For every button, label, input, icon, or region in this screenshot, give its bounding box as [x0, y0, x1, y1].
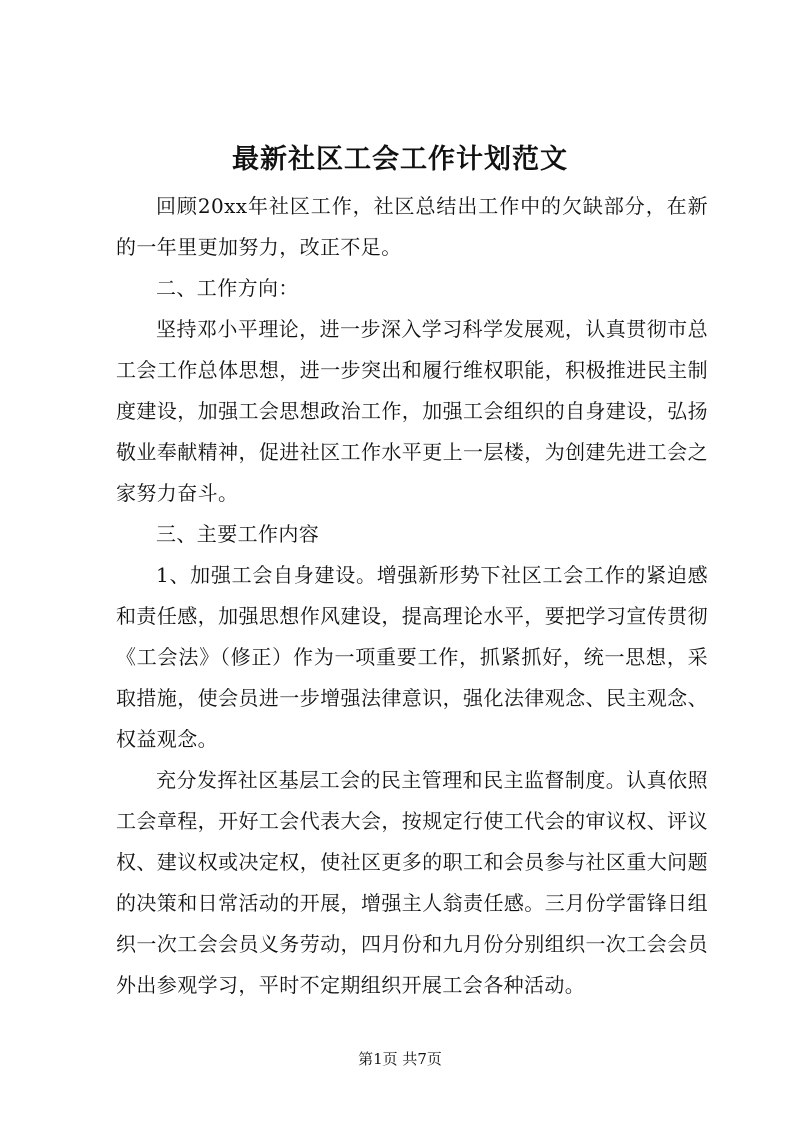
document-body: [116, 186, 708, 1006]
paragraph-work-direction: 坚持邓小平理论，进一步深入学习科学发展观，认真贯彻市总工会工作总体思想，进一步突出和履行维权职能，积极推进民主制度建设，加强工会思想政治工作，加强工会组织的自身建设，弘扬敬业奉献精神，促进社区工作水平更上一层楼，为创建先进工会之家努力奋斗。: [116, 317, 708, 505]
paragraph-self-building: 1、加强工会自身建设。增强新形势下社区工会工作的紧迫感和责任感，加强思想作风建设，提高理论水平，要把学习宣传贯彻《工会法》（修正）作为一项重要工作，抓紧抓好，统一思想，采取措施，使会员进一步增强法律意识，强化法律观念、民主观念、权益观念。: [116, 563, 708, 751]
document-title: 最新社区工会工作计划范文: [232, 144, 568, 175]
page-number: 第1页 共7页: [358, 1050, 442, 1068]
heading-work-direction: 二、工作方向：: [156, 276, 299, 300]
paragraph-review: 回顾20xx年社区工作，社区总结出工作中的欠缺部分，在新的一年里更加努力，改正不足。: [116, 194, 708, 259]
paragraph-democratic-management: 充分发挥社区基层工会的民主管理和民主监督制度。认真依照工会章程，开好工会代表大会，按规定行使工代会的审议权、评议权、建议权或决定权，使社区更多的职工和会员参与社区重大问题的决策和日常活动的开展，增强主人翁责任感。三月份学雷锋日组织一次工会会员义务劳动，四月份和九月份分别组织一次工会会员外出参观学习，平时不定期组织开展工会各种活动。: [116, 768, 708, 997]
heading-main-content: 三、主要工作内容: [156, 522, 320, 546]
